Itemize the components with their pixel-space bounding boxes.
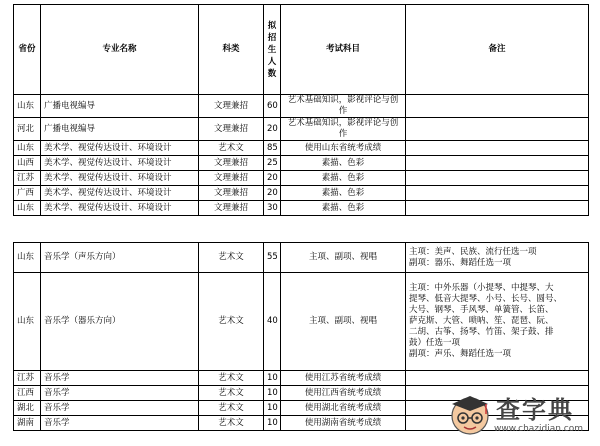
note-line: 提琴、低音大提琴、小号、长号、圆号、 [409, 294, 563, 304]
cell-category: 艺术文 [199, 273, 264, 371]
cell-notes [406, 186, 589, 201]
watermark [444, 388, 594, 444]
cell-exam: 使用江苏省统考成绩 [281, 371, 406, 386]
cell-notes [406, 171, 589, 186]
cell-major: 音乐学（声乐方向） [41, 243, 199, 273]
cell-major: 美术学、视觉传达设计、环境设计 [41, 186, 199, 201]
cell-exam: 素描、色彩 [281, 156, 406, 171]
admissions-table-1 [13, 4, 589, 216]
header-plan-char: 拟 [267, 20, 277, 31]
table-row [14, 141, 589, 156]
cell-category: 文理兼招 [199, 118, 264, 141]
header-plan-char: 生 [267, 44, 277, 55]
watermark-title: 查字典 [496, 396, 574, 424]
cell-exam: 素描、色彩 [281, 171, 406, 186]
cell-province: 山东 [14, 243, 41, 273]
cell-province: 江西 [14, 386, 41, 401]
cell-category: 文理兼招 [199, 171, 264, 186]
cell-exam: 素描、色彩 [281, 186, 406, 201]
cell-major: 美术学、视觉传达设计、环境设计 [41, 171, 199, 186]
cell-category: 艺术文 [199, 141, 264, 156]
cell-notes [406, 371, 589, 386]
header-category: 科类 [199, 5, 264, 95]
header-plan-count [264, 5, 281, 95]
table-row [14, 95, 589, 118]
note-line: 萨克斯、大管、唢呐、笙、琵琶、阮、 [409, 316, 554, 326]
note-line: 二胡、古筝、扬琴、竹笛、架子鼓、排 [409, 327, 554, 337]
cell-count: 10 [264, 416, 281, 431]
cell-count: 60 [264, 95, 281, 118]
cell-major: 美术学、视觉传达设计、环境设计 [41, 141, 199, 156]
header-plan-char: 人 [267, 56, 277, 67]
table-row [14, 243, 589, 273]
cell-count: 10 [264, 401, 281, 416]
cell-category: 艺术文 [199, 401, 264, 416]
cell-count: 20 [264, 186, 281, 201]
cell-major: 美术学、视觉传达设计、环境设计 [41, 201, 199, 216]
watermark-url: www.chazidian.com [494, 424, 584, 434]
cell-exam: 使用江西省统考成绩 [281, 386, 406, 401]
cell-category: 艺术文 [199, 371, 264, 386]
note-line: 副项：器乐、舞蹈任选一项 [409, 257, 512, 268]
cell-province: 湖南 [14, 416, 41, 431]
cell-notes [406, 141, 589, 156]
table-row [14, 186, 589, 201]
cell-notes [406, 243, 589, 273]
cell-category: 文理兼招 [199, 156, 264, 171]
note-line: 副项：声乐、舞蹈任选一项 [409, 349, 512, 359]
table-row [14, 371, 589, 386]
cell-category: 文理兼招 [199, 95, 264, 118]
cell-exam: 使用湖南省统考成绩 [281, 416, 406, 431]
cell-major: 音乐学 [41, 416, 199, 431]
cell-category: 艺术文 [199, 243, 264, 273]
cell-province: 山东 [14, 141, 41, 156]
table-header-row [14, 5, 589, 95]
cell-province: 山东 [14, 273, 41, 371]
table-row [14, 273, 589, 371]
cell-exam: 素描、色彩 [281, 201, 406, 216]
cell-notes [406, 156, 589, 171]
cell-exam: 艺术基础知识，影视评论与创作 [281, 118, 406, 141]
cell-count: 55 [264, 243, 281, 273]
cell-province: 江苏 [14, 371, 41, 386]
cell-major: 美术学、视觉传达设计、环境设计 [41, 156, 199, 171]
table-row [14, 156, 589, 171]
note-line: 主项：美声、民族、流行任选一项 [409, 246, 537, 257]
header-exam-subjects: 考试科目 [281, 5, 406, 95]
cell-province: 山东 [14, 95, 41, 118]
cell-exam: 主项、副项、视唱 [281, 273, 406, 371]
cell-notes [406, 273, 589, 371]
header-plan-char: 招 [267, 32, 277, 43]
cell-major: 音乐学 [41, 386, 199, 401]
cell-count: 10 [264, 386, 281, 401]
cell-province: 山西 [14, 156, 41, 171]
table-row [14, 118, 589, 141]
header-major: 专业名称 [41, 5, 199, 95]
cell-category: 文理兼招 [199, 186, 264, 201]
cell-notes [406, 201, 589, 216]
cell-exam: 主项、副项、视唱 [281, 243, 406, 273]
cell-count: 10 [264, 371, 281, 386]
cell-notes [406, 95, 589, 118]
header-plan-char: 数 [267, 68, 277, 79]
cell-province: 湖北 [14, 401, 41, 416]
table-row [14, 171, 589, 186]
cell-count: 20 [264, 171, 281, 186]
cell-major: 音乐学 [41, 371, 199, 386]
cell-exam: 使用山东省统考成绩 [281, 141, 406, 156]
cell-province: 山东 [14, 201, 41, 216]
cell-major: 广播电视编导 [41, 118, 199, 141]
cell-category: 艺术文 [199, 386, 264, 401]
cell-category: 艺术文 [199, 416, 264, 431]
header-notes: 备注 [406, 5, 589, 95]
mascot-logo-icon [448, 392, 492, 438]
cell-notes [406, 118, 589, 141]
note-line: 大号、钢琴、手风琴、单簧管、长笛、 [409, 305, 554, 315]
cell-count: 20 [264, 118, 281, 141]
cell-major: 广播电视编导 [41, 95, 199, 118]
cell-exam: 使用湖北省统考成绩 [281, 401, 406, 416]
cell-count: 85 [264, 141, 281, 156]
cell-category: 文理兼招 [199, 201, 264, 216]
cell-count: 25 [264, 156, 281, 171]
header-province: 省份 [14, 5, 41, 95]
cell-count: 30 [264, 201, 281, 216]
note-line: 主项：中外乐器（小提琴、中提琴、大 [409, 283, 554, 293]
cell-exam: 艺术基础知识，影视评论与创作 [281, 95, 406, 118]
cell-major: 音乐学 [41, 401, 199, 416]
table-row [14, 201, 589, 216]
cell-province: 江苏 [14, 171, 41, 186]
cell-province: 河北 [14, 118, 41, 141]
cell-major: 音乐学（器乐方向） [41, 273, 199, 371]
cell-province: 广西 [14, 186, 41, 201]
note-line: 鼓）任选一项 [409, 338, 461, 348]
cell-count: 40 [264, 273, 281, 371]
